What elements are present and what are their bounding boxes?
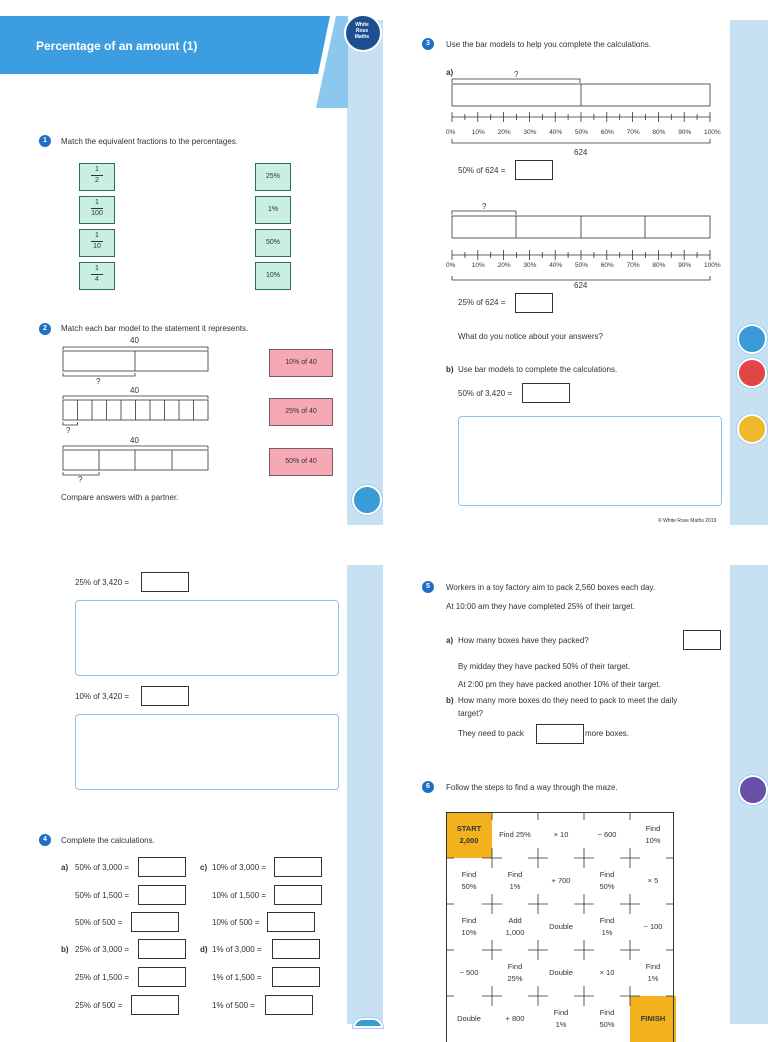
bar-total: 40 (130, 436, 139, 445)
fraction-card[interactable]: 1 100 (79, 196, 115, 224)
maze-cell-label: Find 1% (508, 869, 523, 893)
scale-label: 40% (549, 262, 562, 269)
q4-right-item: 1% of 500 = (212, 1001, 255, 1010)
q2-prompt: Match each bar model to the statement it represents. (61, 324, 248, 333)
q5-b-answer[interactable] (536, 724, 584, 744)
maze-cell-label: Double (457, 1013, 481, 1025)
bar-total: 40 (130, 386, 139, 395)
bar-total: 40 (130, 336, 139, 345)
maze-cell-label: Find 1% (600, 915, 615, 939)
q3-total: 624 (574, 148, 587, 157)
question-number-2: 2 (39, 323, 51, 335)
q4-left-item: 50% of 500 = (75, 918, 122, 927)
scale-label: 60% (601, 129, 614, 136)
maze-cell-label: − 500 (460, 967, 479, 979)
maze-cell-label: + 800 (506, 1013, 525, 1025)
q4-answer-box[interactable] (138, 885, 186, 905)
q4-left-item: 50% of 1,500 = (75, 891, 129, 900)
q4-answer-box[interactable] (138, 939, 186, 959)
q5-line1: Workers in a toy factory aim to pack 2,560 boxes each day. (446, 583, 655, 592)
q3-prompt: Use the bar models to help you complete the calculations. (446, 40, 651, 49)
q5-b-label: b) (446, 696, 454, 705)
q4-answer-box[interactable] (138, 967, 186, 987)
q4-left-item: 25% of 3,000 = (75, 945, 129, 954)
q3-unknown-2: ? (482, 202, 486, 211)
maze-cell-label: Find 1% (554, 1007, 569, 1031)
q4-right-item: 10% of 500 = (212, 918, 259, 927)
percentage-card[interactable]: 10% (255, 262, 291, 290)
scale-label: 10% (472, 262, 485, 269)
q3-calc1-answer[interactable] (515, 160, 553, 180)
discuss-icon (738, 775, 768, 805)
scale-label: 20% (498, 262, 511, 269)
maze-cell-label: Add 1,000 (506, 915, 525, 939)
bar-unknown: ? (66, 426, 70, 435)
q4-answer-box[interactable] (272, 939, 320, 959)
maze-cell-label: Double (549, 921, 573, 933)
maze-walls (446, 812, 674, 1024)
fraction-card[interactable]: 1 4 (79, 262, 115, 290)
q4-prompt: Complete the calculations. (61, 836, 155, 845)
q3-working-box[interactable] (458, 416, 722, 506)
maze-cell-label: Find 25% (499, 829, 531, 841)
discuss-icon (737, 324, 767, 354)
scale-label: 100% (704, 129, 721, 136)
q4-answer-box[interactable] (265, 995, 313, 1015)
scale-label: 50% (575, 262, 588, 269)
bl-working-box-1[interactable] (75, 600, 339, 676)
scale-label: 100% (704, 262, 721, 269)
q3-bar-model-1 (444, 75, 724, 155)
bl-calc1-answer[interactable] (141, 572, 189, 592)
q3-calc2-label: 25% of 624 = (458, 298, 505, 307)
q4-d-label: d) (200, 945, 208, 954)
scale-label: 60% (601, 262, 614, 269)
maze-cell-label: + 700 (552, 875, 571, 887)
q5-a-label: a) (446, 636, 453, 645)
q4-answer-box[interactable] (131, 912, 179, 932)
question-number-6: 6 (422, 781, 434, 793)
copyright: © White Rose Maths 2019 (658, 518, 716, 524)
scale-label: 90% (678, 129, 691, 136)
q5-b-text2: target? (458, 709, 483, 718)
q3-part-b-label: b) (446, 365, 454, 374)
q4-answer-box[interactable] (272, 967, 320, 987)
q4-right-item: 1% of 1,500 = (212, 973, 262, 982)
q3-part-b-text: Use bar models to complete the calculations. (458, 365, 617, 374)
q3-total-2: 624 (574, 281, 587, 290)
q4-left-item: 25% of 500 = (75, 1001, 122, 1010)
bl-calc2-label: 10% of 3,420 = (75, 692, 129, 701)
q4-left-item: 50% of 3,000 = (75, 863, 129, 872)
q5-line3: By midday they have packed 50% of their target. (458, 662, 630, 671)
maze-start-label: START (457, 823, 481, 835)
maze-cell-label: Find 10% (645, 823, 660, 847)
q4-answer-box[interactable] (267, 912, 315, 932)
q5-need-pre: They need to pack (458, 729, 524, 738)
q3-calc2-answer[interactable] (515, 293, 553, 313)
q3-bar-model-2 (444, 207, 724, 287)
bar-unknown: ? (96, 377, 100, 386)
q5-line4: At 2:00 pm they have packed another 10% of their target. (458, 680, 661, 689)
maze-cell-label: × 10 (554, 829, 569, 841)
scale-label: 90% (678, 262, 691, 269)
scale-label: 80% (652, 262, 665, 269)
maze-cell-label: Find 1% (646, 961, 661, 985)
page-title: Percentage of an amount (1) (36, 39, 197, 53)
q3-calc3-label: 50% of 3,420 = (458, 389, 512, 398)
q2-footer: Compare answers with a partner. (61, 493, 178, 502)
bl-working-box-2[interactable] (75, 714, 339, 790)
statement-card[interactable]: 10% of 40 (269, 349, 333, 377)
maze-cell-label: Find 50% (599, 869, 614, 893)
question-number-3: 3 (422, 38, 434, 50)
question-number-1: 1 (39, 135, 51, 147)
q4-right-item: 10% of 1,500 = (212, 891, 266, 900)
q5-need-post: more boxes. (585, 729, 629, 738)
q4-b-label: b) (61, 945, 69, 954)
q3-notice: What do you notice about your answers? (458, 332, 603, 341)
q6-prompt: Follow the steps to find a way through the maze. (446, 783, 618, 792)
discuss-icon (352, 485, 382, 515)
pencil-icon (737, 414, 767, 444)
q4-answer-box[interactable] (274, 885, 322, 905)
statement-card[interactable]: 25% of 40 (269, 398, 333, 426)
q2-bar-models (56, 335, 216, 485)
percentage-card[interactable]: 1% (255, 196, 291, 224)
fraction-card[interactable]: 1 10 (79, 229, 115, 257)
bar-unknown: ? (78, 475, 82, 484)
maze-cell-label: − 600 (598, 829, 617, 841)
q3-unknown: ? (514, 70, 518, 79)
percentage-card[interactable]: 50% (255, 229, 291, 257)
scale-label: 50% (575, 129, 588, 136)
q5-line2: At 10:00 am they have completed 25% of their target. (446, 602, 635, 611)
maze-cell-label: × 10 (600, 967, 615, 979)
scale-label: 40% (549, 129, 562, 136)
q4-right-item: 10% of 3,000 = (212, 863, 266, 872)
maze-cell-label: − 100 (644, 921, 663, 933)
maze-cell-label: Double (549, 967, 573, 979)
q4-answer-box[interactable] (274, 857, 322, 877)
q4-answer-box[interactable] (138, 857, 186, 877)
q3-calc1-label: 50% of 624 = (458, 166, 505, 175)
maze-finish-label: FINISH (641, 1013, 666, 1025)
maze-cell-label: Find 50% (461, 869, 476, 893)
scale-label: 10% (472, 129, 485, 136)
q3-calc3-answer[interactable] (522, 383, 570, 403)
bl-calc1-label: 25% of 3,420 = (75, 578, 129, 587)
q4-left-item: 25% of 1,500 = (75, 973, 129, 982)
scale-label: 0% (446, 262, 455, 269)
margin-strip-bottom-left (347, 565, 383, 1024)
maze-cell-label: Find 10% (461, 915, 476, 939)
statement-card[interactable]: 50% of 40 (269, 448, 333, 476)
maze-cell-label: Find 25% (507, 961, 522, 985)
scale-label: 70% (627, 129, 640, 136)
title-banner (0, 16, 390, 112)
scale-label: 0% (446, 129, 455, 136)
q5-b-text1: How many more boxes do they need to pack to meet the daily (458, 696, 677, 705)
maze-cell-label: × 5 (648, 875, 659, 887)
q4-c-label: c) (200, 863, 207, 872)
book-icon (737, 358, 767, 388)
q5-a-text: How many boxes have they packed? (458, 636, 589, 645)
q5-a-answer[interactable] (683, 630, 721, 650)
scale-label: 20% (498, 129, 511, 136)
q4-a-label: a) (61, 863, 68, 872)
q4-answer-box[interactable] (131, 995, 179, 1015)
discuss-icon (353, 1018, 383, 1028)
margin-strip-top-right (730, 20, 768, 525)
scale-label: 30% (523, 129, 536, 136)
question-number-4: 4 (39, 834, 51, 846)
percentage-card[interactable]: 25% (255, 163, 291, 191)
question-number-5: 5 (422, 581, 434, 593)
q3-part-a-label: a) (446, 68, 453, 77)
scale-label: 30% (523, 262, 536, 269)
maze-start-value: 2,000 (457, 835, 481, 847)
maze-cell-label: Find 50% (599, 1007, 614, 1031)
scale-label: 70% (627, 262, 640, 269)
q4-right-item: 1% of 3,000 = (212, 945, 262, 954)
maze-grid (446, 812, 674, 1024)
fraction-card[interactable]: 1 2 (79, 163, 115, 191)
bl-calc2-answer[interactable] (141, 686, 189, 706)
logo-text: White Rose Maths (350, 22, 374, 40)
q1-prompt: Match the equivalent fractions to the percentages. (61, 137, 238, 146)
scale-label: 80% (652, 129, 665, 136)
